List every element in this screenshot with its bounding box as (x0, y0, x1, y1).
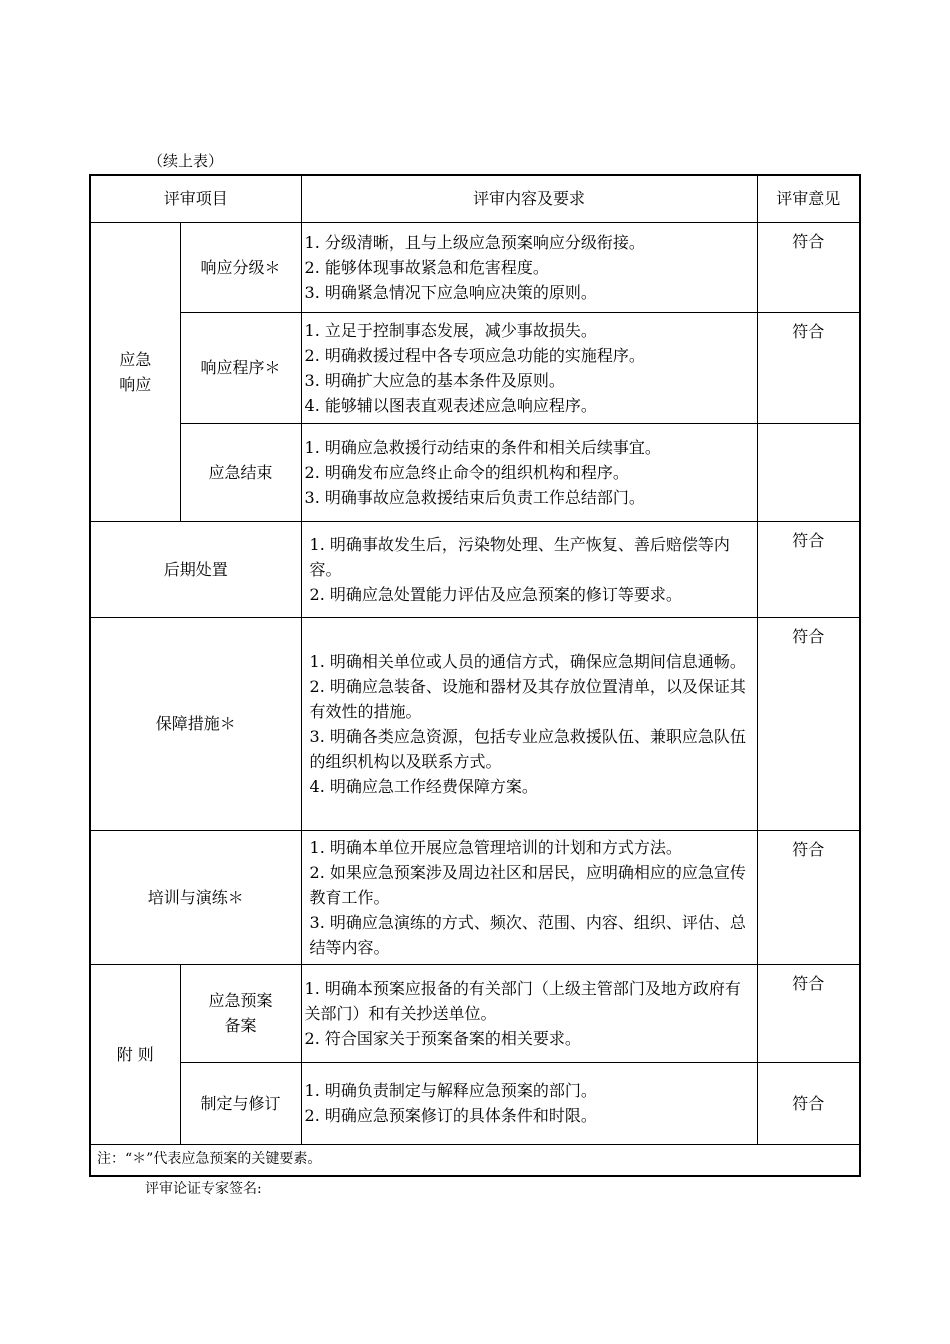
note-row (90, 1144, 860, 1176)
review-opinion: 符合 (757, 830, 860, 964)
sub-item: 应急预案 备案 (180, 964, 301, 1062)
requirement-content: 1. 明确相关单位或人员的通信方式，确保应急期间信息通畅。 2. 明确应急装备、设施和器材及其存放位置清单，以及保证其有效性的措施。 3. 明确各类应急资源，包括专业应急救援队伍、兼职应急队伍的组织机构以及联系方式。 4. 明确应急工作经费保障方案。 (301, 617, 757, 830)
header-content: 评审内容及要求 (301, 175, 757, 222)
category-aftermath: 后期处置 (90, 521, 301, 617)
requirement-content: 1. 立足于控制事态发展，减少事故损失。 2. 明确救援过程中各专项应急功能的实施程序。 3. 明确扩大应急的基本条件及原则。 4. 能够辅以图表直观表述应急响应程序。 (301, 312, 757, 423)
review-table (89, 174, 861, 1177)
review-opinion: 符合 (757, 521, 860, 617)
requirement-content: 1. 明确本单位开展应急管理培训的计划和方式方法。 2. 如果应急预案涉及周边社区和居民，应明确相应的应急宣传教育工作。 3. 明确应急演练的方式、频次、范围、内容、组织、评估、总结等内容。 (301, 830, 757, 964)
review-opinion: 符合 (757, 222, 860, 312)
table-row (90, 521, 860, 617)
review-opinion: 符合 (757, 617, 860, 830)
requirement-content: 1. 明确事故发生后，污染物处理、生产恢复、善后赔偿等内容。 2. 明确应急处置能力评估及应急预案的修订等要求。 (301, 521, 757, 617)
header-opinion: 评审意见 (757, 175, 860, 222)
review-opinion: 符合 (757, 312, 860, 423)
requirement-content: 1. 分级清晰，且与上级应急预案响应分级衔接。 2. 能够体现事故紧急和危害程度。 3. 明确紧急情况下应急响应决策的原则。 (301, 222, 757, 312)
category-training: 培训与演练＊ (90, 830, 301, 964)
category-safeguards: 保障措施＊ (90, 617, 301, 830)
review-opinion: 符合 (757, 964, 860, 1062)
table-row (90, 964, 860, 1062)
key-element-note: 注：“＊”代表应急预案的关键要素。 (90, 1144, 860, 1176)
table-row (90, 312, 860, 423)
sub-item: 制定与修订 (180, 1062, 301, 1144)
expert-signature-label: 评审论证专家签名: (145, 1181, 262, 1197)
table-row (90, 423, 860, 521)
review-opinion: 符合 (757, 1062, 860, 1144)
requirement-content: 1. 明确应急救援行动结束的条件和相关后续事宜。 2. 明确发布应急终止命令的组织机构和程序。 3. 明确事故应急救援结束后负责工作总结部门。 (301, 423, 757, 521)
table-row (90, 617, 860, 830)
table-row (90, 222, 860, 312)
table-row (90, 1062, 860, 1144)
table-row (90, 830, 860, 964)
review-opinion (757, 423, 860, 521)
sub-item: 应急结束 (180, 423, 301, 521)
requirement-content: 1. 明确本预案应报备的有关部门（上级主管部门及地方政府有关部门）和有关抄送单位。 2. 符合国家关于预案备案的相关要求。 (301, 964, 757, 1062)
category-emergency-response: 应急 响应 (90, 222, 180, 521)
requirement-content: 1. 明确负责制定与解释应急预案的部门。 2. 明确应急预案修订的具体条件和时限。 (301, 1062, 757, 1144)
sub-item: 响应分级＊ (180, 222, 301, 312)
category-appendix: 附 则 (90, 964, 180, 1144)
table-header-row (90, 175, 860, 222)
header-item: 评审项目 (90, 175, 301, 222)
sub-item: 响应程序＊ (180, 312, 301, 423)
table-caption: （续上表） (148, 152, 224, 170)
